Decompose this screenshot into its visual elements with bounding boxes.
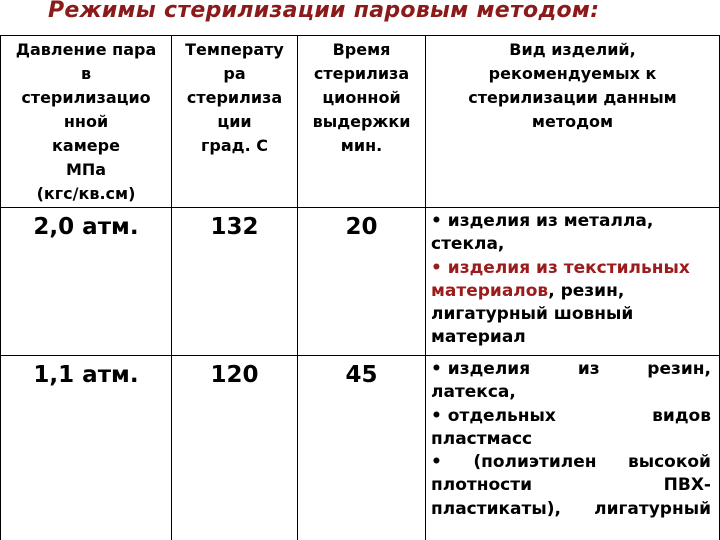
items-line bbox=[431, 358, 711, 381]
table-row bbox=[1, 208, 720, 356]
items-line bbox=[431, 405, 711, 428]
items-word: пластикаты), bbox=[431, 498, 561, 519]
cell-pressure: 2,0 атм. bbox=[1, 208, 172, 356]
items-line bbox=[431, 280, 711, 303]
items-line: стекла, bbox=[431, 234, 505, 255]
items-word: • изделия bbox=[431, 359, 531, 379]
header-time: Время стерилиза ционной выдержки мин. bbox=[298, 36, 426, 208]
items-word: видов bbox=[652, 405, 711, 426]
items-line: пластмасс bbox=[431, 428, 533, 449]
items-word: лигатурный bbox=[594, 498, 711, 519]
items-text-highlight: материалов bbox=[431, 280, 549, 301]
items-line: латекса, bbox=[431, 382, 516, 403]
items-line: • изделия из металла, bbox=[431, 211, 654, 231]
items-line bbox=[431, 498, 711, 521]
items-word: из bbox=[577, 359, 600, 379]
items-word: резин, bbox=[647, 359, 711, 379]
cell-temperature: 132 bbox=[172, 208, 298, 356]
items-word: ПВХ- bbox=[663, 475, 711, 496]
header-items: Вид изделий, рекомендуемых к стерилизации данным методом bbox=[426, 36, 720, 208]
items-word: плотности bbox=[431, 475, 532, 496]
items-text: , резин, bbox=[548, 280, 625, 301]
items-line: лигатурный шовный bbox=[431, 304, 634, 325]
items-word: высокой bbox=[627, 452, 711, 473]
slide-title: Режимы стерилизации паровым методом: bbox=[48, 0, 600, 23]
cell-time: 20 bbox=[298, 208, 426, 356]
table-row bbox=[1, 356, 720, 540]
items-word: • отдельных bbox=[431, 405, 556, 426]
items-line bbox=[431, 451, 711, 474]
items-line bbox=[431, 474, 711, 497]
cell-time: 45 bbox=[298, 356, 426, 540]
cell-items bbox=[426, 356, 720, 540]
sterilization-table bbox=[0, 35, 720, 540]
items-word: • bbox=[431, 452, 442, 473]
header-pressure: Давление пара в стерилизацио нной камере МПа (кгс/кв.см) bbox=[1, 36, 172, 208]
header-temperature: Температу ра стерилиза ции град. С bbox=[172, 36, 298, 208]
cell-temperature: 120 bbox=[172, 356, 298, 540]
table-header-row bbox=[1, 36, 720, 208]
cell-items bbox=[426, 208, 720, 356]
items-word: (полиэтилен bbox=[473, 452, 597, 473]
items-line: материал bbox=[431, 327, 526, 348]
items-line-highlight: • изделия из текстильных bbox=[431, 257, 690, 278]
cell-pressure: 1,1 атм. bbox=[1, 356, 172, 540]
